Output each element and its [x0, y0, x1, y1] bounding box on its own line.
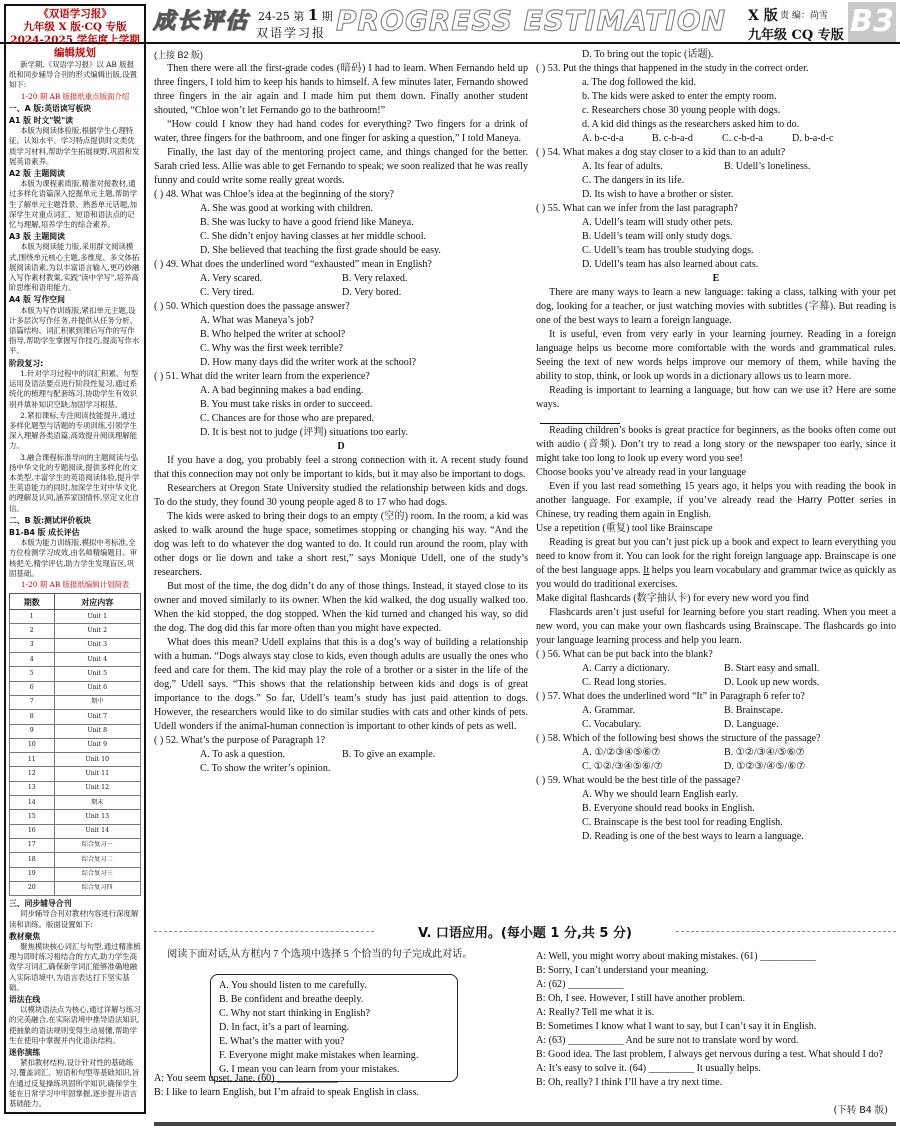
answer-option: A. Carry a dictionary.: [582, 663, 670, 674]
paragraph: Reading is great but you can’t just pick up a book and expect to learn everything you need to know from it. You can look for the right foreign language app. Brainscape is one of the best language apps. It helps you learn vocabulary and grammar twice as quickly as you would do traditional exercises.: [536, 537, 896, 590]
dialogue-line: A: You seem upset, Jane. (60) ____________: [154, 1073, 338, 1084]
paragraph: 紧扣教材结构,设计针对性的基础练习,覆盖词汇、短语和句型等基础知识,旨在通过反复操练巩固所学知识,确保学生能在日常学习中牢固掌握,逐步提升语言基础能力。: [9, 1058, 140, 1108]
sidebar-red-note: 1-20 期 AB 版报纸编辑计划简表: [20, 579, 130, 589]
table-cell: 3: [10, 638, 55, 652]
paragraph: Reading is important to learning a language, but how can we use it? Here are some ways.: [536, 385, 896, 410]
section-heading: 三、同步辅导合刊: [9, 899, 72, 909]
table-cell: 2: [10, 624, 55, 638]
paragraph: 本版为课程素质版,精准对接教材,通过多样化语篇深入挖掘单元主题,帮助学生了解单元主题背景、熟悉单元话题,加深学生对重点词汇、短语和语法点的记忆与理解,培养学生的综合素养。: [9, 179, 137, 230]
question-51: [154, 370, 528, 440]
section-heading: 一、A 版:英语读写板块: [9, 103, 92, 113]
table-cell: 13: [10, 781, 55, 795]
sub-heading: A4 版 写作空间: [9, 295, 65, 305]
dialogue-line: B: Sometimes I know what I want to say, but I can’t say it in English.: [536, 1021, 817, 1032]
table-row: [10, 853, 141, 867]
paragraph: Reading children’s books is great practice for beginners, as the books often come out with audio (音频). Don’t try to read a long story or the newspaper too early, since it might take too long to look up every word you see!: [536, 425, 896, 464]
table-row: [10, 781, 141, 795]
paragraph: There are many ways to learn a new language: taking a class, talking with your pet dog, looking for a teacher, or just watching movies with subtitles (字幕). But reading is one of the best ways to learn a foreign language.: [536, 287, 896, 326]
answer-option: B. Udell’s team will only study dogs.: [582, 231, 733, 242]
option-item: E. What’s the matter with you?: [219, 1036, 345, 1047]
paragraph: 本版为写作训练版,紧扣单元主题,设计多层次写作任务,并提供从任务分析、语篇结构、词汇积累到课后写作的写作指导,帮助学生掌握写作技巧,提高写作水平。: [9, 305, 140, 356]
section-v-heading: V. 口语应用。(每小题 1 分,共 5 分): [154, 922, 896, 941]
answer-option: B. Who helped the writer at school?: [200, 329, 346, 340]
option-item: A. You should listen to me carefully.: [219, 980, 367, 991]
question-56: [536, 648, 896, 690]
dialogue-line: B: Oh, I see. However, I still have another problem.: [536, 993, 745, 1004]
question-stem: ( ) 51. What did the writer learn from the experience?: [154, 371, 370, 382]
table-row: [10, 724, 141, 738]
answer-option: A. What was Maneya’s job?: [200, 315, 314, 326]
question-stem: ( ) 58. Which of the following best shows the structure of the passage?: [536, 733, 821, 744]
banner-title: PROGRESS ESTIMATION: [336, 4, 727, 37]
sub-heading: A3 版 主题阅读: [9, 232, 65, 242]
issue-number: 24-25 第 1 期: [258, 6, 333, 24]
paragraph: 2.紧扣课标,专注阅读技能提升,通过多样化题型与话题的专项训练,引领学生深入理解各类语篇,高效提升阅读理解能力。: [9, 410, 137, 451]
paragraph: 聚焦模块核心词汇与句型,通过精准梳理与即时练习相结合的方式,助力学生高效学习词汇,确保新学词汇能够准确地融入实际语境中,为语言表达打下坚实基础。: [9, 941, 141, 992]
paragraph: It is useful, even from very early in your learning journey. Reading in a foreign language helps us become more comfortable with the words and grammatical rules. Seeing the text of new words helps improve our memory of them, while having the ability to stop, think, or look up words in a dictionary allows us to learn more.: [536, 329, 896, 382]
answer-option: c. Researchers chose 30 young people with dogs.: [582, 105, 781, 116]
dialogue-line: B: Sorry, I can’t understand your meaning.: [536, 965, 709, 976]
sub-heading: 阶段复习:: [9, 358, 44, 368]
table-cell: Unit 13: [54, 810, 140, 824]
question-58: [536, 732, 896, 774]
answer-option: B. Udell’s loneliness.: [724, 161, 811, 172]
table-row: [10, 638, 141, 652]
table-row: [10, 867, 141, 881]
dialogue-line: B: Good idea. The last problem, I always get nervous during a test. What should I do?: [536, 1049, 883, 1060]
plan-table: [9, 593, 141, 896]
table-row: [10, 767, 141, 781]
paragraph: 本版为能力训练版,模拟中考标准,全方位检测学习成效,由名师精编题目、审核把关,精学评估,助力学生发现盲区,巩固基础。: [9, 538, 137, 578]
answer-option: D. ①②③/④⑤/⑥⑦: [724, 761, 806, 772]
table-cell: Unit 4: [54, 653, 140, 667]
footer-rule: [154, 1122, 896, 1126]
answer-option: B. She was lucky to have a good friend like Maneya.: [200, 217, 414, 228]
question-stem: ( ) 52. What’s the purpose of Paragraph 1?: [154, 735, 326, 746]
dialogue-line: A: (62) ___________: [536, 979, 624, 990]
question-52: [154, 734, 528, 776]
passage-letter: D: [337, 441, 345, 452]
table-row: [10, 653, 141, 667]
answer-option: D. Language.: [724, 719, 779, 730]
table-cell: Unit 1: [54, 610, 140, 624]
table-header: 对应内容: [54, 594, 140, 610]
question-55: [536, 202, 896, 272]
continued-note: (下转 B4 版): [833, 1105, 888, 1116]
question-stem: ( ) 57. What does the underlined word “It” in Paragraph 6 refer to?: [536, 691, 805, 702]
paragraph: What does this mean? Udell explains that this is a dog’s way of building a relationship with a human. “Dogs always stay close to kids, even though adults are usually the ones who feed and care for them. The kid may play the role of a brother or a sister in the life of the dog,” Udell says. “This shows that the relationship between kids and dogs is of great importance to the dogs.” So far, Udell’s team’s study has just paid attention to dogs. However, the researchers would like to do similar studies with cats and other kinds of pets. Udell wonders if the animal-human connection is important to other kinds of pets as well.: [154, 637, 528, 732]
answer-option: C. Vocabulary.: [582, 719, 642, 730]
answer-option: D. Reading is one of the best ways to learn a language.: [582, 831, 804, 842]
paragraph: Researchers at Oregon State University studied the relationship between kids and dogs. To do the study, they found 30 young people aged 8 to 17 who had dogs.: [154, 483, 528, 508]
answer-option: A. She was good at working with children.: [200, 203, 373, 214]
sub-heading: A2 版 主题阅读: [9, 169, 65, 179]
instructions: 阅读下面对话,从方框内 7 个选项中选择 5 个恰当的句子完成此对话。: [167, 949, 473, 960]
editor-credit: 责 编：尚雪: [780, 11, 828, 21]
table-cell: Unit 3: [54, 638, 140, 652]
table-cell: 9: [10, 724, 55, 738]
table-cell: Unit 10: [54, 753, 140, 767]
paragraph: 以模块语法点为核心,通过详解与练习的完美融合,在实际语境中推导语法知识,使抽象的语法规则变得生动易懂,帮助学生在使用中掌握并内化语法结构。: [9, 1005, 141, 1045]
answer-option: B. To give an example.: [342, 749, 436, 760]
answer-option: B. Start easy and small.: [724, 663, 820, 674]
paper-name: 双语学习报: [256, 26, 327, 40]
sub-heading: 教材聚焦: [9, 931, 41, 941]
table-cell: 综合复习四: [54, 881, 140, 895]
table-row: [10, 695, 141, 709]
table-row: [10, 824, 141, 838]
sub-heading: B1-B4 版 成长评估: [9, 527, 80, 537]
table-cell: 4: [10, 653, 55, 667]
table-cell: Unit 5: [54, 667, 140, 681]
answer-option: D. It is best not to judge (评判) situations too early.: [200, 427, 408, 438]
answer-option: b. The kids were asked to enter the empty room.: [582, 91, 777, 102]
option-item: F. Everyone might make mistakes when learning.: [219, 1050, 419, 1061]
sidebar-box: [4, 4, 146, 1114]
paragraph: Finally, the last day of the mentoring project came, and things changed for the better. Sarah cried less. Allie was able to get Fernando to speak; we soon realized that he was really funny and could write some really great words.: [154, 147, 528, 186]
answer-option: D. Look up new words.: [724, 677, 820, 688]
answer-option: A. A bad beginning makes a bad ending.: [200, 385, 364, 396]
table-cell: 综合复习二: [54, 853, 140, 867]
question-stem: ( ) 55. What can we infer from the last paragraph?: [536, 203, 738, 214]
table-row: [10, 810, 141, 824]
answer-option: D. b-a-d-c: [792, 133, 834, 144]
table-cell: Unit 11: [54, 767, 140, 781]
answer-option: C. Why was the first week terrible?: [200, 343, 344, 354]
question-stem: ( ) 54. What makes a dog stay closer to a kid than to an adult?: [536, 147, 786, 158]
paragraph: 本版为阅读体验版,根据学生心理特征、认知水平、学习特点提供时文类优质学习材料,帮助学生拓展视野,巩固和发展英语素养。: [9, 126, 140, 166]
paragraph: If you have a dog, you probably feel a strong connection with it. A recent study found that this connection may not only be important to kids, but it may also be important to dogs.: [154, 455, 528, 480]
table-row: [10, 624, 141, 638]
option-item: D. In fact, it’s a part of learning.: [219, 1022, 350, 1033]
answer-option: D. She believed that teaching the first grade should be easy.: [200, 245, 441, 256]
subheading: Choose books you’ve already read in your language: [536, 467, 746, 478]
paragraph: Flashcards aren’t just useful for learning before you start reading. When you meet a new word, you can make your own flashcards using Brainscape. The flashcards go into your language learning process and help you learn.: [536, 607, 896, 646]
question-57: [536, 690, 896, 732]
table-cell: 10: [10, 738, 55, 752]
dialogue-line: A: Well, you might worry about making mistakes. (61) ___________: [536, 951, 816, 962]
table-cell: 16: [10, 824, 55, 838]
paragraph: 同步辅导合刊对教材内容进行深度解读和训练。版面设置如下:: [9, 909, 139, 929]
table-row: [10, 796, 141, 810]
page-code: B3: [848, 2, 896, 42]
question-stem: ( ) 53. Put the things that happened in the study in the correct order.: [536, 63, 809, 74]
answer-option: A. ①/②③④⑤⑥⑦: [582, 747, 661, 758]
dialogue-line: A: Really? Tell me what it is.: [536, 1007, 655, 1018]
table-cell: 17: [10, 838, 55, 852]
table-cell: 6: [10, 681, 55, 695]
table-row: [10, 738, 141, 752]
sub-heading: A1 版 时文"锐"读: [9, 116, 73, 126]
answer-option: C. Udell’s team has trouble studying dogs.: [582, 245, 754, 256]
table-cell: 5: [10, 667, 55, 681]
option-item: C. Why not start thinking in English?: [219, 1008, 370, 1019]
answer-option: D. Very bored.: [342, 287, 402, 298]
dialogue-line: B: I like to learn English, but I’m afraid to speak English in class.: [154, 1087, 419, 1098]
grade-label: 九年级 CQ 专版: [748, 28, 844, 43]
question-stem: ( ) 50. Which question does the passage answer?: [154, 301, 350, 312]
sub-heading: 语法在线: [9, 994, 41, 1004]
answer-option: C. She didn’t enjoy having classes at her middle school.: [200, 231, 427, 242]
table-cell: 期末: [54, 796, 140, 810]
answer-option: D. Its wish to have a brother or sister.: [582, 189, 734, 200]
passage-letter: E: [712, 273, 720, 284]
table-row: [10, 610, 141, 624]
table-cell: 18: [10, 853, 55, 867]
table-cell: Unit 2: [54, 624, 140, 638]
column-left: [154, 48, 528, 776]
table-cell: 期中: [54, 695, 140, 709]
paragraph: But most of the time, the dog didn’t do any of those things. Instead, it stayed close to its owner and moved similarly to its owner. When the kid walked, the dog usually walked too. When the kid stopped, the dog stopped. When the kid turned and changed his way, so did the dog. The dog did this far more often than you might have expected.: [154, 581, 528, 634]
answer-option: B. c-b-a-d: [652, 133, 693, 144]
paragraph: 本版为阅读能力版,采用群文阅读模式,围绕单元核心主题,多维度、多文体拓展阅读语素,为以丰富语言输入,更巧妙融入写作素材教案,实践"读中学写",培养高阶思维和语用能力。: [9, 242, 140, 293]
table-cell: Unit 7: [54, 710, 140, 724]
table-row: [10, 881, 141, 895]
table-cell: 综合复习三: [54, 867, 140, 881]
table-row: [10, 710, 141, 724]
answer-option: A. To ask a question.: [200, 749, 285, 760]
answer-option: B. Everyone should read books in English.: [582, 803, 755, 814]
answer-option: B. Very relaxed.: [342, 273, 408, 284]
answer-option: C. The dangers in its life.: [582, 175, 685, 186]
answer-option: D. How many days did the writer work at the school?: [200, 357, 417, 368]
subheading: Use a repetition (重复) tool like Brainscape: [536, 523, 713, 534]
answer-option: B. Brainscape.: [724, 705, 784, 716]
table-cell: 15: [10, 810, 55, 824]
sidebar-intro: 新学期,《双语学习报》以 AB 版报纸和同步辅导合刊的形式编辑出版,设置如下:: [9, 60, 137, 90]
answer-option: d. A kid did things as the researchers asked him to do.: [582, 119, 800, 130]
dialogue-right: [536, 950, 896, 1090]
paragraph: Even if you last read something 15 years ago, it helps you with reading the book in another language. For example, if you’ve already read the Harry Potter series in Chinese, try reading them again in English.: [536, 481, 896, 520]
table-cell: Unit 8: [54, 724, 140, 738]
question-48: [154, 188, 528, 258]
table-cell: Unit 12: [54, 781, 140, 795]
answer-option: B. You must take risks in order to succeed.: [200, 399, 373, 410]
dialogue-line: A: (63) ___________ And be sure not to translate word by word.: [536, 1035, 799, 1046]
answer-option: A. b-c-d-a: [582, 133, 624, 144]
table-cell: 12: [10, 767, 55, 781]
paragraph: The kids were asked to bring their dogs to an empty (空的) room. In the room, a kid was asked to walk around the huge space, sometimes stopping or changing his way. “And the dog was left to do whatever the dog wanted to do. It could run around the room, play with other dogs or lie down and take a short rest,” says Monique Udell, one of the study’s researchers.: [154, 511, 528, 578]
dialogue-line: B: Oh, really? I think I’ll have a try next time.: [536, 1077, 723, 1088]
answer-option: A. Why we should learn English early.: [582, 789, 739, 800]
option-item: G. I mean you can learn from your mistakes.: [219, 1064, 400, 1075]
table-row: [10, 838, 141, 852]
table-cell: 8: [10, 710, 55, 724]
table-cell: Unit 6: [54, 681, 140, 695]
column-right: [536, 48, 896, 844]
answer-option: a. The dog followed the kid.: [582, 77, 696, 88]
option-item: B. Be confident and breathe deeply.: [219, 994, 364, 1005]
question-59: [536, 774, 896, 844]
table-row: [10, 753, 141, 767]
section-heading: 二、B 版:测试评价板块: [9, 515, 91, 525]
sidebar-title: 《双语学习报》 九年级 X 版·CQ 专版 2024-2025 学年度上学期 编辑规划: [10, 8, 140, 59]
question-50: [154, 300, 528, 370]
sub-heading: 迷你演练: [9, 1047, 41, 1057]
answer-option: D. Udell’s team has also learned about cats.: [582, 259, 759, 270]
question-49: [154, 258, 528, 300]
answer-option: D. To bring out the topic (话题).: [582, 49, 714, 60]
question-stem: ( ) 56. What can be put back into the blank?: [536, 649, 713, 660]
paragraph: 1.针对学习过程中的词汇积累、句型运用及语法要点进行阶段性复习,通过系统化的梳理与配套练习,协助学生有效识别并填补知识空缺,加固学习根基。: [9, 368, 139, 409]
answer-option: C. Brainscape is the best tool for reading English.: [582, 817, 783, 828]
table-cell: 11: [10, 753, 55, 767]
table-row: [10, 681, 141, 695]
question-stem: ( ) 48. What was Chloe’s idea at the beginning of the story?: [154, 189, 395, 200]
paragraph: “How could I know they had hand codes for everything? Two fingers for a drink of water, three fingers for the bathroom, and one finger for asking a question,” I told Maneya.: [154, 119, 528, 144]
answer-option: C. c-b-d-a: [722, 133, 763, 144]
edition-label: X 版: [748, 8, 778, 24]
table-cell: Unit 14: [54, 824, 140, 838]
question-stem: ( ) 49. What does the underlined word “exhausted” mean in English?: [154, 259, 432, 270]
table-cell: 19: [10, 867, 55, 881]
paragraph: Then there were all the first-grade codes (暗码) I had to learn. When Fernando held up three fingers, I told him to keep his hands to himself. A few minutes later, Fernando showed three fingers in the air again and I made him put them down. Finally another student shouted, “Chloe won’t let Fernando go to the bathroom!”: [154, 63, 528, 116]
table-cell: 20: [10, 881, 55, 895]
question-53: [536, 62, 896, 146]
column-logo: 成长评估: [153, 8, 250, 34]
answer-option: A. Udell’s team will study other pets.: [582, 217, 733, 228]
answer-option: C. Chances are for those who are prepared.: [200, 413, 375, 424]
blank-line: [540, 412, 620, 424]
table-row: [10, 667, 141, 681]
table-cell: 1: [10, 610, 55, 624]
answer-option: A. Its fear of adults.: [582, 161, 663, 172]
question-stem: ( ) 59. What would be the best title of the passage?: [536, 775, 741, 786]
options-box: [210, 974, 458, 1082]
dialogue-line: A: It’s easy to solve it. (64) _________ It usually helps.: [536, 1063, 761, 1074]
table-cell: 综合复习一: [54, 838, 140, 852]
table-cell: 7: [10, 695, 55, 709]
paragraph: 3.融合课程标准导向的主题阅读与弘扬中华文化的专题阅读,提供多样化的文本类型,丰富学生的英语阅读体验,提升学生英语能力的同时,加深学生对中华文化的理解及认同,涵养家国情怀,坚定文化自信。: [9, 452, 140, 513]
sidebar-editorial-plan: [4, 4, 146, 1124]
table-header: 期数: [10, 594, 55, 610]
sidebar-red-note: 1-20 期 AB 版报纸重点版面介绍: [20, 91, 130, 101]
table-cell: Unit 9: [54, 738, 140, 752]
table-cell: 14: [10, 796, 55, 810]
answer-option: A. Grammar.: [582, 705, 635, 716]
answer-option: C. To show the writer’s opinion.: [200, 763, 331, 774]
answer-option: C. Very tired.: [200, 287, 255, 298]
question-54: [536, 146, 896, 202]
answer-option: C. ①②/③④⑤⑥/⑦: [582, 761, 663, 772]
answer-option: C. Read long stories.: [582, 677, 667, 688]
continued-tag: (上接 B2 版): [154, 50, 204, 60]
answer-option: A. Very scared.: [200, 273, 263, 284]
answer-option: B. ①②/③④/⑤⑥⑦: [724, 747, 805, 758]
subheading: Make digital flashcards (数字抽认卡) for every new word you find: [536, 593, 809, 604]
